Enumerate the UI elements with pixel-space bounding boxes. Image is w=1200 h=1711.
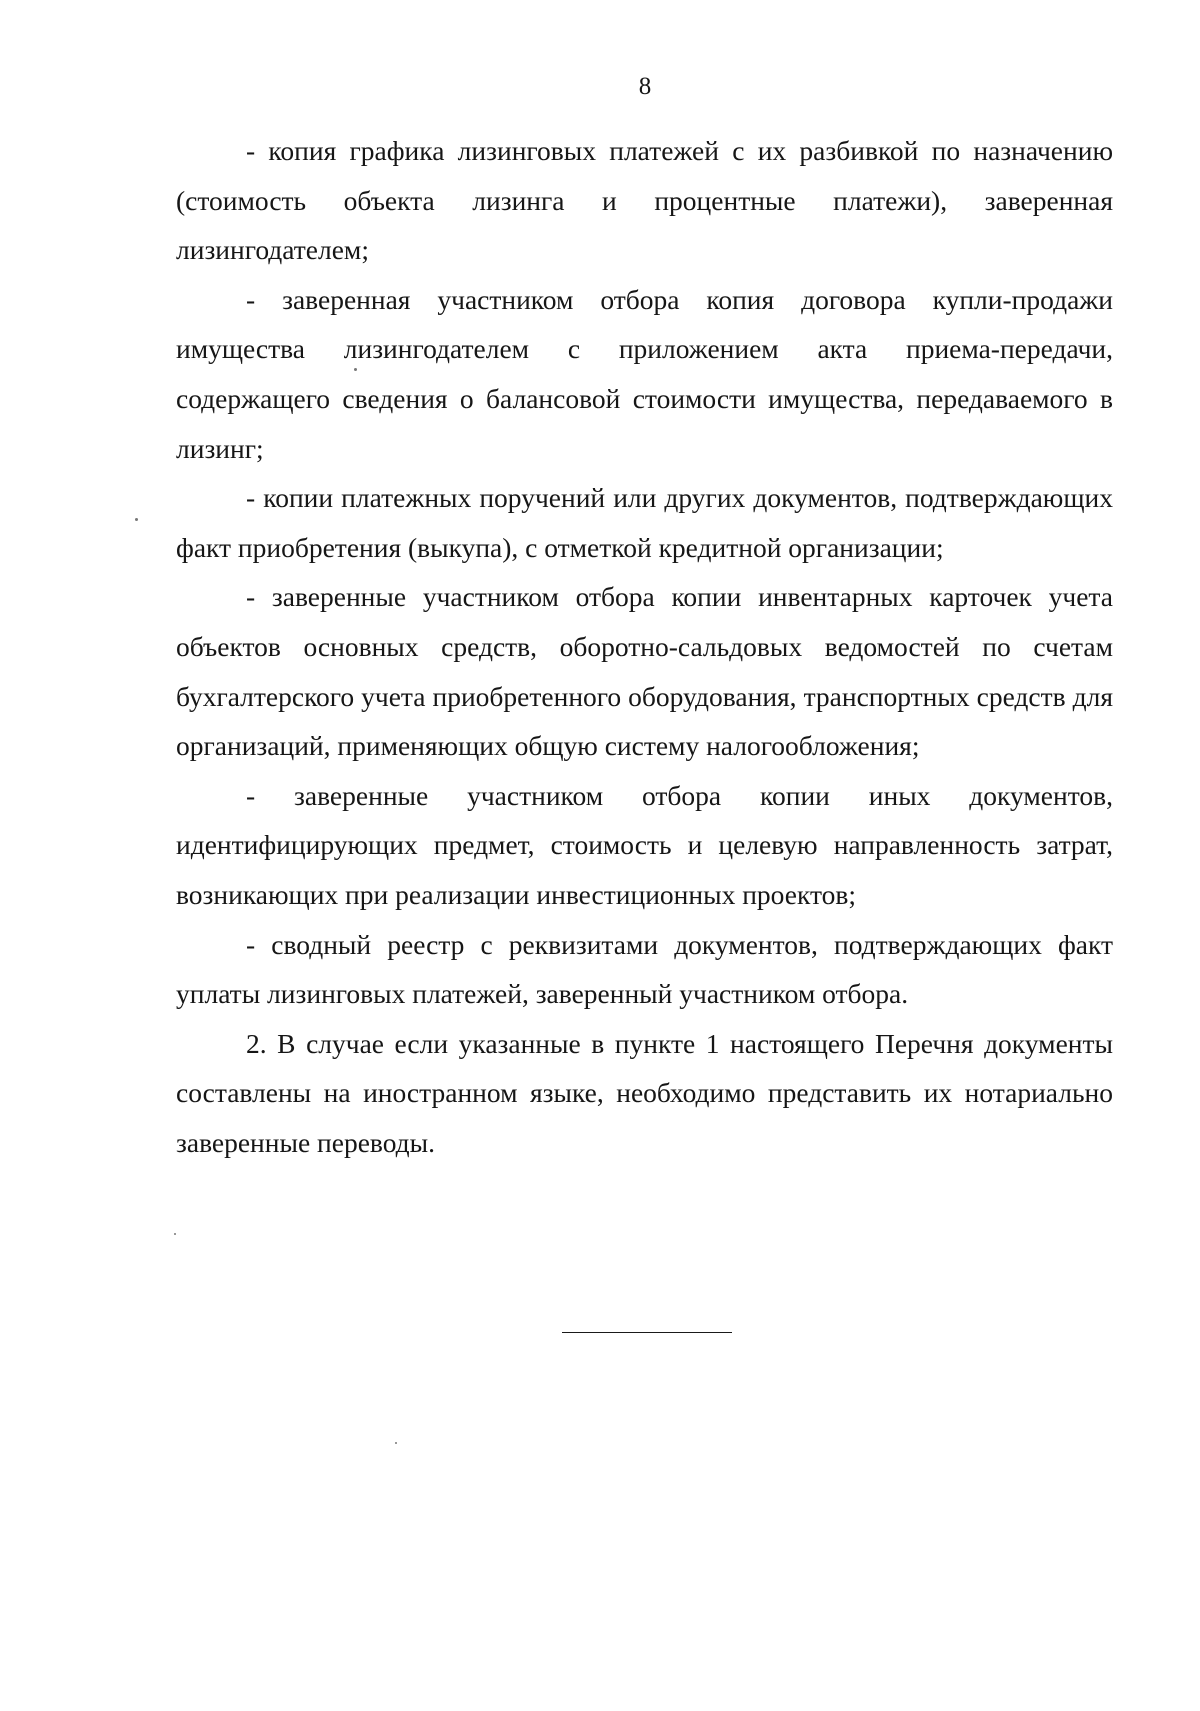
scan-speck <box>135 518 138 521</box>
list-item-payment-orders: - копии платежных поручений или других документов, подтверждающих факт приобретения (выкупа), с отметкой кредитной организации; <box>176 482 1113 563</box>
end-divider <box>562 1332 732 1333</box>
scan-speck <box>354 368 357 371</box>
scan-speck <box>395 1442 397 1444</box>
list-item-purchase-contract: - заверенная участником отбора копия договора купли-продажи имущества лизингодателем с приложением акта приема-передачи, содержащего сведения о балансовой стоимости имущества, передаваемого в лизинг; <box>176 283 1113 464</box>
list-item-other-documents: - заверенные участником отбора копии иных документов, идентифицирующих предмет, стоимость и целевую направленность затрат, возникающих при реализации инвестиционных проектов; <box>176 779 1113 910</box>
document-body <box>176 126 1113 1167</box>
scan-speck <box>174 1233 176 1235</box>
list-item-leasing-schedule: - копия графика лизинговых платежей с их разбивкой по назначению (стоимость объекта лизинга и процентные платежи), заверенная лизингодателем; <box>176 135 1113 266</box>
paragraph-foreign-language: 2. В случае если указанные в пункте 1 настоящего Перечня документы составлены на иностранном языке, необходимо представить их нотариально заверенные переводы. <box>176 1027 1113 1158</box>
page-number: 8 <box>638 73 652 100</box>
list-item-summary-register: - сводный реестр с реквизитами документов, подтверждающих факт уплаты лизинговых платежей, заверенный участником отбора. <box>176 928 1113 1010</box>
list-item-inventory-cards: - заверенные участником отбора копии инвентарных карточек учета объектов основных средств, оборотно-сальдовых ведомостей по счетам бухгалтерского учета приобретенного оборудования, транспортных средств для организаций, применяющих общую систему налогообложения; <box>176 581 1113 762</box>
